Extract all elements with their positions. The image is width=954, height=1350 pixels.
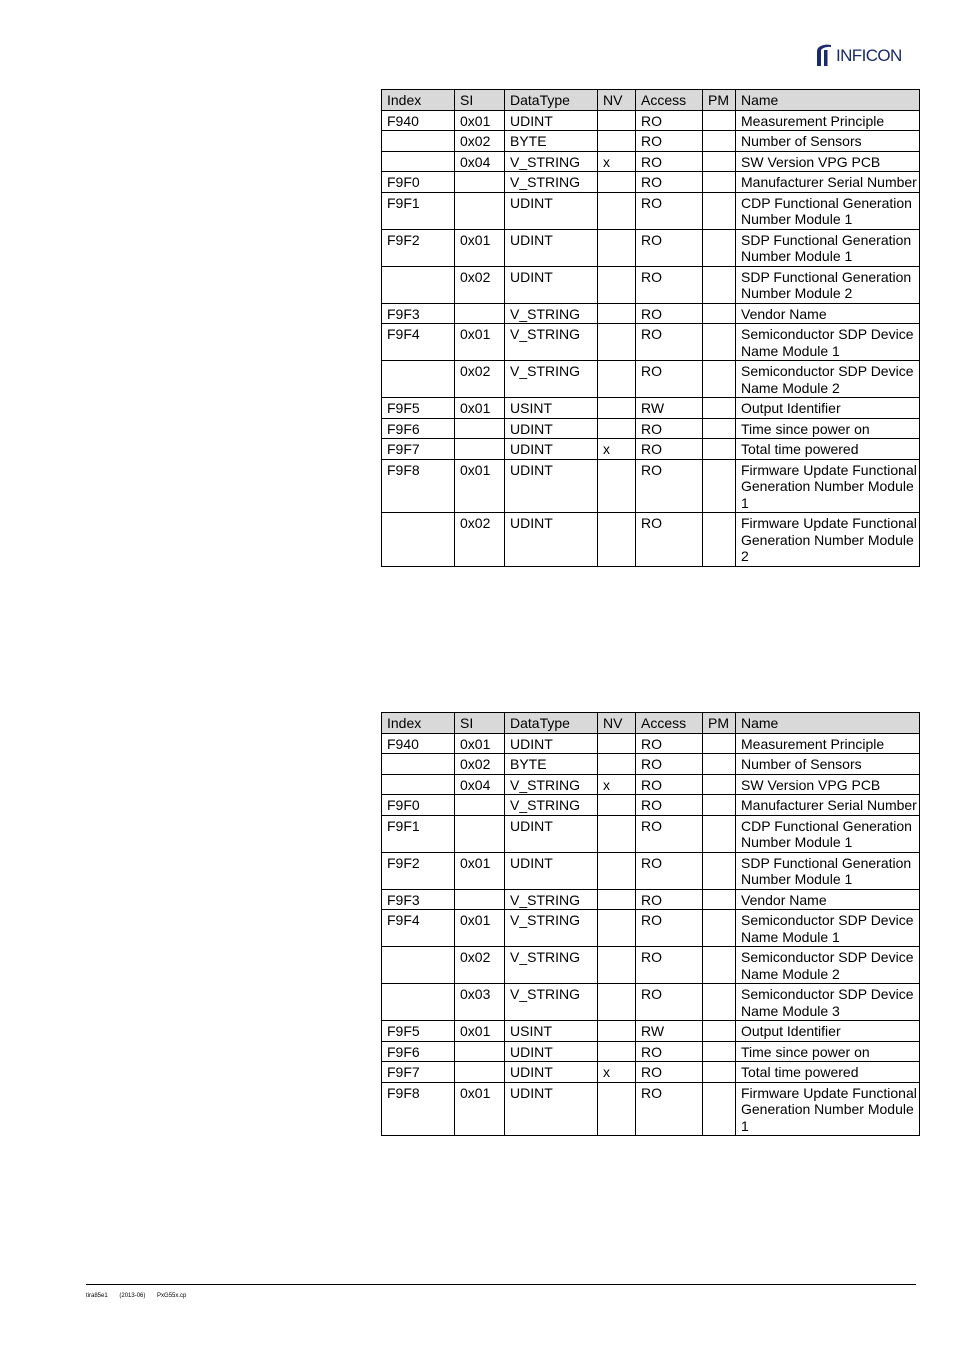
cell-access: RO bbox=[636, 110, 703, 131]
cell-si: 0x01 bbox=[455, 1021, 505, 1042]
cell-datatype: UDINT bbox=[505, 815, 598, 852]
cell-access: RO bbox=[636, 947, 703, 984]
cell-si bbox=[455, 418, 505, 439]
cell-name: Output Identifier bbox=[736, 398, 920, 419]
cell-name: Semiconductor SDP Device Name Module 2 bbox=[736, 947, 920, 984]
cell-index: F9F7 bbox=[382, 1062, 455, 1083]
cell-datatype: BYTE bbox=[505, 754, 598, 775]
cell-pm bbox=[703, 1062, 736, 1083]
cell-nv bbox=[598, 398, 636, 419]
cell-name: Time since power on bbox=[736, 1041, 920, 1062]
cell-name: Semiconductor SDP Device Name Module 1 bbox=[736, 324, 920, 361]
cell-index bbox=[382, 361, 455, 398]
cell-si: 0x02 bbox=[455, 754, 505, 775]
cell-name: Measurement Principle bbox=[736, 733, 920, 754]
logo-text: INFICON bbox=[836, 46, 902, 65]
cell-access: RO bbox=[636, 754, 703, 775]
cell-si: 0x01 bbox=[455, 733, 505, 754]
table-row bbox=[382, 324, 920, 361]
cell-datatype: BYTE bbox=[505, 131, 598, 152]
cell-access: RO bbox=[636, 815, 703, 852]
cell-nv bbox=[598, 513, 636, 567]
table-row bbox=[382, 774, 920, 795]
cell-si: 0x04 bbox=[455, 774, 505, 795]
cell-index: F9F4 bbox=[382, 324, 455, 361]
cell-nv bbox=[598, 459, 636, 513]
cell-si: 0x02 bbox=[455, 513, 505, 567]
column-header-nv: NV bbox=[598, 713, 636, 734]
table-row bbox=[382, 815, 920, 852]
cell-pm bbox=[703, 947, 736, 984]
cell-si bbox=[455, 889, 505, 910]
cell-name: CDP Functional Generation Number Module 1 bbox=[736, 815, 920, 852]
cell-name: Output Identifier bbox=[736, 1021, 920, 1042]
cell-nv: x bbox=[598, 774, 636, 795]
cell-datatype: UDINT bbox=[505, 418, 598, 439]
cell-access: RO bbox=[636, 418, 703, 439]
cell-nv bbox=[598, 229, 636, 266]
table-row bbox=[382, 303, 920, 324]
table-row bbox=[382, 795, 920, 816]
cell-nv: x bbox=[598, 151, 636, 172]
cell-si bbox=[455, 192, 505, 229]
cell-access: RO bbox=[636, 984, 703, 1021]
cell-index bbox=[382, 266, 455, 303]
cell-nv bbox=[598, 172, 636, 193]
cell-access: RO bbox=[636, 733, 703, 754]
cell-nv bbox=[598, 192, 636, 229]
cell-index bbox=[382, 151, 455, 172]
cell-index bbox=[382, 513, 455, 567]
column-header-si: SI bbox=[455, 713, 505, 734]
table-row bbox=[382, 1041, 920, 1062]
cell-nv bbox=[598, 754, 636, 775]
cell-datatype: UDINT bbox=[505, 852, 598, 889]
cell-pm bbox=[703, 852, 736, 889]
cell-name: Vendor Name bbox=[736, 889, 920, 910]
cell-name: Number of Sensors bbox=[736, 754, 920, 775]
cell-name: SDP Functional Generation Number Module 1 bbox=[736, 229, 920, 266]
cell-name: Firmware Update Functional Generation Number Module 1 bbox=[736, 459, 920, 513]
cell-name: Total time powered bbox=[736, 1062, 920, 1083]
table-row bbox=[382, 1062, 920, 1083]
register-table-1 bbox=[381, 89, 920, 567]
cell-access: RO bbox=[636, 1041, 703, 1062]
cell-datatype: V_STRING bbox=[505, 947, 598, 984]
cell-name: Time since power on bbox=[736, 418, 920, 439]
cell-pm bbox=[703, 459, 736, 513]
table-row bbox=[382, 266, 920, 303]
cell-si: 0x02 bbox=[455, 947, 505, 984]
cell-index: F9F3 bbox=[382, 303, 455, 324]
cell-index: F9F8 bbox=[382, 459, 455, 513]
cell-pm bbox=[703, 733, 736, 754]
cell-pm bbox=[703, 795, 736, 816]
cell-nv bbox=[598, 361, 636, 398]
cell-si bbox=[455, 439, 505, 460]
table-row bbox=[382, 513, 920, 567]
cell-pm bbox=[703, 984, 736, 1021]
cell-pm bbox=[703, 229, 736, 266]
cell-nv bbox=[598, 1082, 636, 1136]
cell-nv bbox=[598, 947, 636, 984]
cell-index bbox=[382, 131, 455, 152]
table-row bbox=[382, 418, 920, 439]
cell-index bbox=[382, 947, 455, 984]
cell-nv bbox=[598, 889, 636, 910]
cell-si: 0x01 bbox=[455, 229, 505, 266]
cell-pm bbox=[703, 889, 736, 910]
cell-datatype: USINT bbox=[505, 398, 598, 419]
cell-pm bbox=[703, 266, 736, 303]
cell-nv bbox=[598, 795, 636, 816]
table-row bbox=[382, 910, 920, 947]
cell-si: 0x01 bbox=[455, 398, 505, 419]
cell-pm bbox=[703, 398, 736, 419]
cell-datatype: V_STRING bbox=[505, 172, 598, 193]
table-row bbox=[382, 889, 920, 910]
table-row bbox=[382, 852, 920, 889]
column-header-si: SI bbox=[455, 90, 505, 111]
cell-name: Semiconductor SDP Device Name Module 1 bbox=[736, 910, 920, 947]
column-header-access: Access bbox=[636, 713, 703, 734]
cell-datatype: UDINT bbox=[505, 513, 598, 567]
cell-datatype: V_STRING bbox=[505, 795, 598, 816]
cell-access: RO bbox=[636, 795, 703, 816]
cell-index: F9F8 bbox=[382, 1082, 455, 1136]
cell-datatype: USINT bbox=[505, 1021, 598, 1042]
cell-si: 0x01 bbox=[455, 110, 505, 131]
cell-si: 0x01 bbox=[455, 324, 505, 361]
cell-datatype: UDINT bbox=[505, 110, 598, 131]
cell-datatype: UDINT bbox=[505, 733, 598, 754]
cell-pm bbox=[703, 513, 736, 567]
table-row bbox=[382, 459, 920, 513]
cell-nv bbox=[598, 910, 636, 947]
cell-index: F9F0 bbox=[382, 172, 455, 193]
table-row bbox=[382, 439, 920, 460]
cell-access: RO bbox=[636, 1062, 703, 1083]
cell-pm bbox=[703, 131, 736, 152]
cell-access: RW bbox=[636, 398, 703, 419]
footer-doc-id: tira85e1 bbox=[86, 1293, 108, 1299]
cell-access: RO bbox=[636, 192, 703, 229]
cell-name: Manufacturer Serial Number bbox=[736, 795, 920, 816]
cell-access: RO bbox=[636, 513, 703, 567]
cell-pm bbox=[703, 910, 736, 947]
cell-pm bbox=[703, 1082, 736, 1136]
cell-index: F9F6 bbox=[382, 418, 455, 439]
cell-access: RO bbox=[636, 266, 703, 303]
column-header-index: Index bbox=[382, 90, 455, 111]
inficon-logo-icon bbox=[812, 44, 834, 68]
cell-si: 0x02 bbox=[455, 361, 505, 398]
cell-nv: x bbox=[598, 1062, 636, 1083]
cell-si: 0x04 bbox=[455, 151, 505, 172]
cell-si: 0x01 bbox=[455, 910, 505, 947]
cell-pm bbox=[703, 418, 736, 439]
cell-index: F940 bbox=[382, 110, 455, 131]
cell-pm bbox=[703, 774, 736, 795]
cell-access: RO bbox=[636, 361, 703, 398]
cell-nv bbox=[598, 984, 636, 1021]
cell-name: Total time powered bbox=[736, 439, 920, 460]
cell-access: RW bbox=[636, 1021, 703, 1042]
cell-si bbox=[455, 795, 505, 816]
table-body bbox=[382, 110, 920, 566]
cell-datatype: UDINT bbox=[505, 1041, 598, 1062]
cell-pm bbox=[703, 815, 736, 852]
inficon-logo bbox=[812, 44, 916, 68]
cell-access: RO bbox=[636, 172, 703, 193]
cell-pm bbox=[703, 754, 736, 775]
cell-name: Semiconductor SDP Device Name Module 3 bbox=[736, 984, 920, 1021]
cell-pm bbox=[703, 192, 736, 229]
table-row bbox=[382, 1021, 920, 1042]
cell-datatype: V_STRING bbox=[505, 151, 598, 172]
cell-nv bbox=[598, 303, 636, 324]
cell-datatype: UDINT bbox=[505, 439, 598, 460]
cell-datatype: V_STRING bbox=[505, 361, 598, 398]
cell-si bbox=[455, 815, 505, 852]
cell-index bbox=[382, 774, 455, 795]
cell-index bbox=[382, 754, 455, 775]
column-header-index: Index bbox=[382, 713, 455, 734]
table-row bbox=[382, 131, 920, 152]
column-header-nv: NV bbox=[598, 90, 636, 111]
cell-datatype: UDINT bbox=[505, 459, 598, 513]
cell-nv bbox=[598, 266, 636, 303]
column-header-name: Name bbox=[736, 713, 920, 734]
table-row bbox=[382, 984, 920, 1021]
cell-datatype: UDINT bbox=[505, 266, 598, 303]
cell-index: F9F7 bbox=[382, 439, 455, 460]
cell-si bbox=[455, 1062, 505, 1083]
cell-index: F9F5 bbox=[382, 398, 455, 419]
cell-name: Vendor Name bbox=[736, 303, 920, 324]
cell-datatype: V_STRING bbox=[505, 774, 598, 795]
cell-index: F9F2 bbox=[382, 229, 455, 266]
table-header-row bbox=[382, 90, 920, 111]
cell-si bbox=[455, 303, 505, 324]
cell-name: Manufacturer Serial Number bbox=[736, 172, 920, 193]
cell-index: F9F6 bbox=[382, 1041, 455, 1062]
cell-datatype: V_STRING bbox=[505, 889, 598, 910]
cell-access: RO bbox=[636, 324, 703, 361]
cell-index: F940 bbox=[382, 733, 455, 754]
cell-access: RO bbox=[636, 131, 703, 152]
cell-nv bbox=[598, 815, 636, 852]
cell-pm bbox=[703, 1041, 736, 1062]
table-row bbox=[382, 1082, 920, 1136]
cell-pm bbox=[703, 303, 736, 324]
cell-name: SDP Functional Generation Number Module 2 bbox=[736, 266, 920, 303]
table-row bbox=[382, 192, 920, 229]
table-row bbox=[382, 733, 920, 754]
cell-access: RO bbox=[636, 910, 703, 947]
cell-pm bbox=[703, 151, 736, 172]
cell-nv: x bbox=[598, 439, 636, 460]
cell-name: Firmware Update Functional Generation Number Module 2 bbox=[736, 513, 920, 567]
cell-si bbox=[455, 1041, 505, 1062]
cell-pm bbox=[703, 361, 736, 398]
cell-si: 0x01 bbox=[455, 459, 505, 513]
cell-nv bbox=[598, 324, 636, 361]
footer-divider bbox=[86, 1284, 916, 1285]
cell-index: F9F4 bbox=[382, 910, 455, 947]
cell-nv bbox=[598, 852, 636, 889]
cell-access: RO bbox=[636, 774, 703, 795]
cell-index: F9F1 bbox=[382, 815, 455, 852]
cell-name: CDP Functional Generation Number Module 1 bbox=[736, 192, 920, 229]
cell-index bbox=[382, 984, 455, 1021]
cell-access: RO bbox=[636, 303, 703, 324]
cell-si: 0x01 bbox=[455, 1082, 505, 1136]
cell-si: 0x01 bbox=[455, 852, 505, 889]
cell-pm bbox=[703, 439, 736, 460]
column-header-name: Name bbox=[736, 90, 920, 111]
cell-nv bbox=[598, 1041, 636, 1062]
column-header-pm: PM bbox=[703, 713, 736, 734]
column-header-pm: PM bbox=[703, 90, 736, 111]
cell-name: SW Version VPG PCB bbox=[736, 151, 920, 172]
cell-name: Measurement Principle bbox=[736, 110, 920, 131]
cell-nv bbox=[598, 1021, 636, 1042]
cell-datatype: V_STRING bbox=[505, 324, 598, 361]
cell-index: F9F2 bbox=[382, 852, 455, 889]
cell-datatype: UDINT bbox=[505, 1062, 598, 1083]
cell-access: RO bbox=[636, 459, 703, 513]
cell-index: F9F5 bbox=[382, 1021, 455, 1042]
cell-access: RO bbox=[636, 151, 703, 172]
table-row bbox=[382, 361, 920, 398]
cell-index: F9F3 bbox=[382, 889, 455, 910]
footer-file: PxG55x.cp bbox=[157, 1293, 187, 1299]
cell-access: RO bbox=[636, 1082, 703, 1136]
cell-name: Semiconductor SDP Device Name Module 2 bbox=[736, 361, 920, 398]
table-row bbox=[382, 110, 920, 131]
cell-index: F9F1 bbox=[382, 192, 455, 229]
cell-name: SW Version VPG PCB bbox=[736, 774, 920, 795]
column-header-datatype: DataType bbox=[505, 90, 598, 111]
cell-si bbox=[455, 172, 505, 193]
footer bbox=[86, 1293, 196, 1299]
table-header-row bbox=[382, 713, 920, 734]
cell-pm bbox=[703, 110, 736, 131]
table-row bbox=[382, 754, 920, 775]
cell-si: 0x02 bbox=[455, 266, 505, 303]
cell-pm bbox=[703, 172, 736, 193]
cell-si: 0x03 bbox=[455, 984, 505, 1021]
table-row bbox=[382, 229, 920, 266]
table-row bbox=[382, 151, 920, 172]
cell-datatype: UDINT bbox=[505, 229, 598, 266]
column-header-access: Access bbox=[636, 90, 703, 111]
cell-si: 0x02 bbox=[455, 131, 505, 152]
cell-datatype: UDINT bbox=[505, 192, 598, 229]
cell-access: RO bbox=[636, 852, 703, 889]
cell-nv bbox=[598, 110, 636, 131]
cell-access: RO bbox=[636, 439, 703, 460]
cell-nv bbox=[598, 418, 636, 439]
cell-access: RO bbox=[636, 229, 703, 266]
column-header-datatype: DataType bbox=[505, 713, 598, 734]
cell-name: SDP Functional Generation Number Module 1 bbox=[736, 852, 920, 889]
register-table-2 bbox=[381, 712, 920, 1136]
cell-name: Number of Sensors bbox=[736, 131, 920, 152]
table-row bbox=[382, 398, 920, 419]
footer-date: (2013-06) bbox=[119, 1293, 146, 1299]
cell-index: F9F0 bbox=[382, 795, 455, 816]
cell-datatype: V_STRING bbox=[505, 984, 598, 1021]
cell-datatype: UDINT bbox=[505, 1082, 598, 1136]
cell-pm bbox=[703, 1021, 736, 1042]
table-row bbox=[382, 172, 920, 193]
cell-datatype: V_STRING bbox=[505, 910, 598, 947]
table-body bbox=[382, 733, 920, 1136]
cell-name: Firmware Update Functional Generation Number Module 1 bbox=[736, 1082, 920, 1136]
cell-pm bbox=[703, 324, 736, 361]
table-row bbox=[382, 947, 920, 984]
cell-nv bbox=[598, 733, 636, 754]
cell-datatype: V_STRING bbox=[505, 303, 598, 324]
cell-nv bbox=[598, 131, 636, 152]
cell-access: RO bbox=[636, 889, 703, 910]
